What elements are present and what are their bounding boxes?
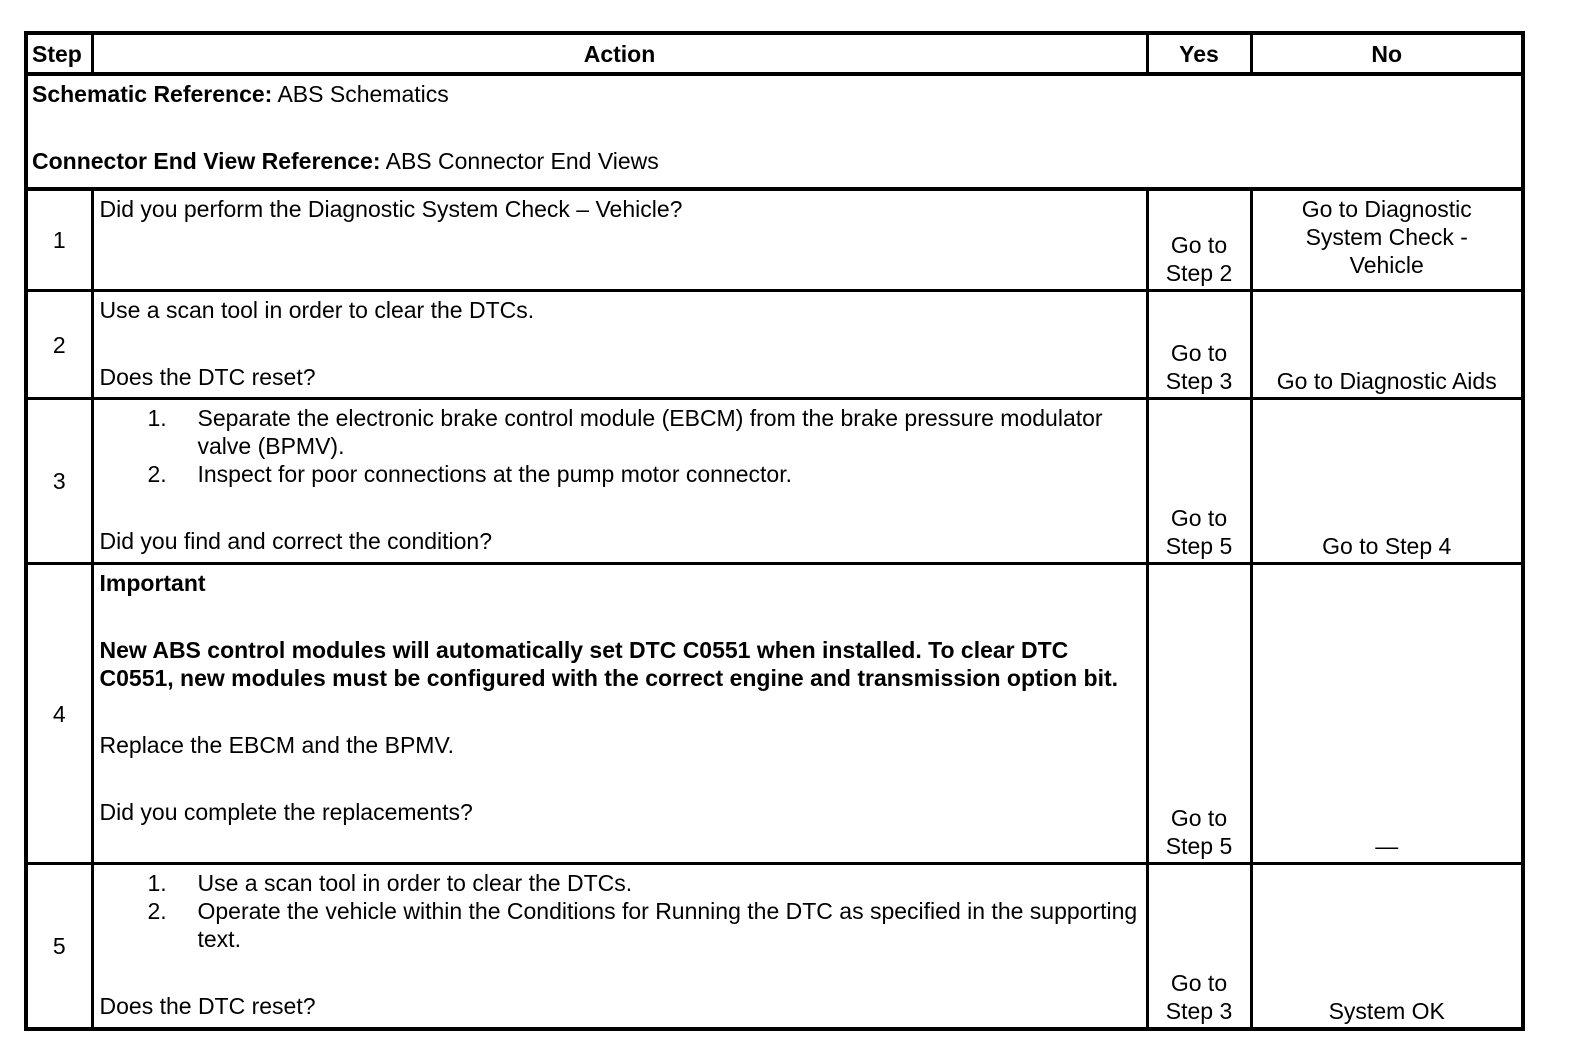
- no-line[interactable]: Go to Diagnostic: [1301, 196, 1472, 222]
- no-cell: [1251, 399, 1523, 564]
- action-question: Did you complete the replacements?: [99, 799, 473, 825]
- schematic-reference: [32, 80, 1517, 108]
- action-instruction: Use a scan tool in order to clear the DTCs.: [99, 297, 535, 323]
- no-text: —: [1375, 833, 1399, 859]
- yes-line: Go to: [1170, 340, 1228, 366]
- procedure-list: [100, 404, 1140, 488]
- no-cell: [1251, 864, 1523, 1030]
- action-instruction: Replace the EBCM and the BPMV.: [99, 732, 455, 758]
- connector-reference-label: Connector End View Reference:: [32, 148, 381, 174]
- procedure-list: [100, 869, 1140, 953]
- no-line[interactable]: Vehicle: [1349, 252, 1424, 278]
- list-item-number: 2.: [147, 898, 167, 924]
- table-row: [26, 399, 1523, 564]
- table-row: [26, 291, 1523, 399]
- header-no: No: [1251, 33, 1523, 74]
- list-item: [100, 897, 1140, 953]
- yes-line: Go to: [1170, 505, 1228, 531]
- no-cell: [1251, 189, 1523, 291]
- no-line[interactable]: System Check -: [1305, 224, 1468, 250]
- header-yes: Yes: [1147, 33, 1251, 74]
- yes-cell: [1147, 189, 1251, 291]
- header-row: [26, 33, 1523, 74]
- list-item-text: Inspect for poor connections at the pump motor connector.: [197, 461, 793, 487]
- yes-line: Go to: [1170, 970, 1228, 996]
- yes-cell: [1147, 291, 1251, 399]
- step-number: 3: [26, 399, 92, 564]
- action-question: Does the DTC reset?: [99, 993, 316, 1019]
- action-cell: [92, 189, 1147, 291]
- yes-cell: [1147, 564, 1251, 864]
- connector-reference: [32, 147, 1517, 175]
- yes-line[interactable]: Step 3: [1165, 368, 1233, 394]
- action-cell: [92, 564, 1147, 864]
- schematic-reference-link[interactable]: ABS Schematics: [272, 81, 449, 107]
- list-item-number: 2.: [147, 461, 167, 487]
- yes-cell: [1147, 399, 1251, 564]
- list-item-text: Separate the electronic brake control module (EBCM) from the brake pressure modulator valve (BPMV).: [197, 405, 1103, 459]
- yes-cell: [1147, 864, 1251, 1030]
- list-item: [100, 404, 1140, 460]
- action-cell: [92, 291, 1147, 399]
- action-cell: [92, 399, 1147, 564]
- yes-line[interactable]: Step 2: [1165, 260, 1233, 286]
- diagnostic-table: [24, 31, 1525, 1031]
- list-item-text: Operate the vehicle within the Conditions for Running the DTC as specified in the supporting text.: [197, 898, 1138, 952]
- important-note: New ABS control modules will automatically set DTC C0551 when installed. To clear DTC C0551, new modules must be configured with the correct engine and transmission option bit.: [99, 637, 1119, 691]
- schematic-reference-label: Schematic Reference:: [32, 81, 273, 107]
- list-item-text: Use a scan tool in order to clear the DTCs.: [197, 870, 633, 896]
- no-text: System OK: [1328, 998, 1445, 1024]
- reference-cell: [26, 74, 1523, 189]
- yes-line: Go to: [1170, 805, 1228, 831]
- no-cell: [1251, 564, 1523, 864]
- step-number: 1: [26, 189, 92, 291]
- list-item: [100, 869, 1140, 897]
- yes-line: Go to: [1170, 232, 1228, 258]
- table-row: [26, 189, 1523, 291]
- step-number: 2: [26, 291, 92, 399]
- connector-reference-link[interactable]: ABS Connector End Views: [380, 148, 659, 174]
- table-row: [26, 864, 1523, 1030]
- list-item: [100, 460, 1140, 488]
- action-question: Did you perform the Diagnostic System Check – Vehicle?: [99, 196, 683, 222]
- list-item-number: 1.: [147, 870, 167, 896]
- step-number: 4: [26, 564, 92, 864]
- important-title: Important: [99, 570, 206, 596]
- action-cell: [92, 864, 1147, 1030]
- header-action: Action: [92, 33, 1147, 74]
- table-row: [26, 564, 1523, 864]
- action-question: Does the DTC reset?: [99, 364, 316, 390]
- reference-row: [26, 74, 1523, 189]
- no-text[interactable]: Go to Diagnostic Aids: [1276, 368, 1497, 394]
- no-text[interactable]: Go to Step 4: [1322, 533, 1452, 559]
- yes-line[interactable]: Step 5: [1165, 533, 1233, 559]
- action-question: Did you find and correct the condition?: [99, 528, 493, 554]
- yes-line[interactable]: Step 3: [1165, 998, 1233, 1024]
- header-step: Step: [26, 33, 92, 74]
- no-cell: [1251, 291, 1523, 399]
- yes-line[interactable]: Step 5: [1165, 833, 1233, 859]
- step-number: 5: [26, 864, 92, 1030]
- list-item-number: 1.: [147, 405, 167, 431]
